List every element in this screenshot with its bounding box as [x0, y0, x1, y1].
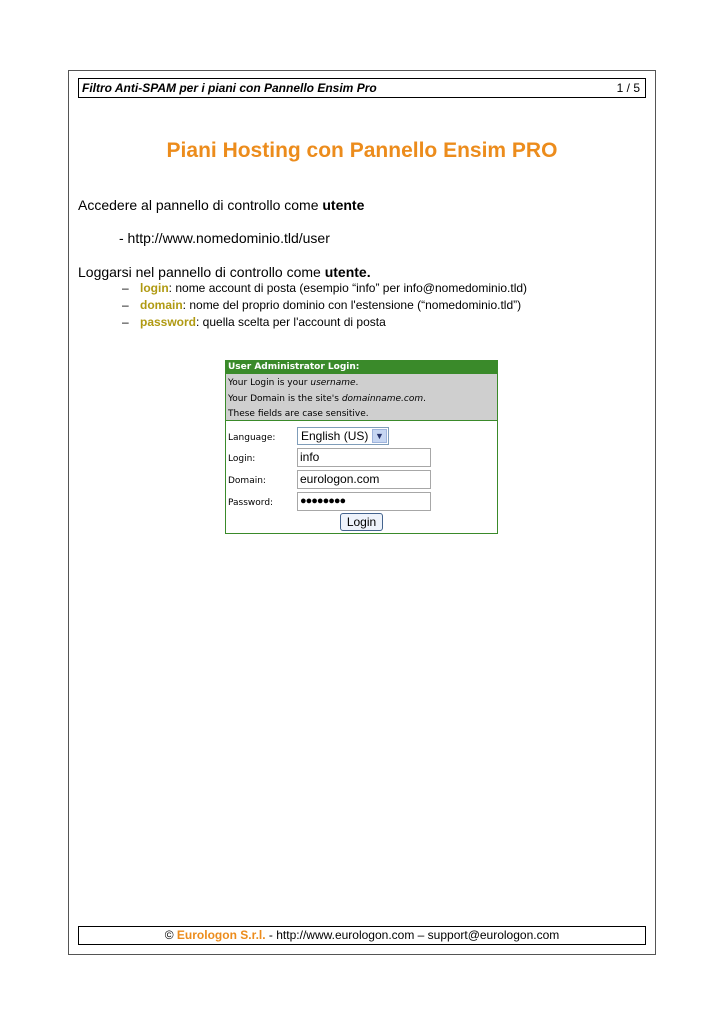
footer-contacts: - http://www.eurologon.com – support@eurologon.com: [265, 928, 560, 942]
info-line-login: [228, 376, 495, 392]
language-label: Language:: [228, 433, 276, 443]
bullet-dash: –: [122, 281, 129, 295]
intro-text: Accedere al pannello di controllo come: [78, 197, 323, 213]
footer-company: Eurologon S.r.l.: [176, 928, 266, 942]
info-text: .: [355, 378, 359, 388]
info-line-case: These fields are case sensitive.: [228, 409, 369, 419]
page-number: 1 / 5: [616, 81, 640, 95]
header-title: Filtro Anti-SPAM per i piani con Pannello Ensim Pro: [82, 81, 377, 95]
login-input[interactable]: info: [297, 448, 431, 467]
login-intro-paragraph: [78, 264, 371, 280]
info-italic: domainname.com: [341, 393, 424, 404]
login-panel-header: User Administrator Login:: [226, 361, 497, 374]
login-button[interactable]: Login: [340, 513, 383, 531]
list-item: [122, 298, 521, 312]
info-line-domain: [228, 392, 495, 408]
intro-paragraph: [78, 197, 364, 213]
intro-bold: utente: [322, 197, 365, 213]
login-panel-info: [226, 374, 497, 421]
url-line: - http://www.nomedominio.tld/user: [119, 230, 330, 246]
login-intro-bold: utente.: [324, 264, 371, 280]
login-intro-text: Loggarsi nel pannello di controllo come: [78, 264, 325, 280]
bullet-keyword: login: [140, 281, 169, 295]
list-item: [122, 281, 527, 295]
language-value: English (US): [301, 429, 369, 443]
info-italic: username: [310, 378, 356, 388]
page-header: [78, 78, 646, 98]
bullet-description: : nome account di posta (esempio “info” per info@nomedominio.tld): [168, 281, 528, 295]
login-label: Login:: [228, 454, 256, 464]
list-item: [122, 315, 386, 329]
bullet-keyword: password: [140, 315, 197, 329]
copyright-symbol: ©: [164, 928, 177, 942]
page-title: Piani Hosting con Pannello Ensim PRO: [166, 139, 558, 162]
info-text: Your Login is your: [228, 378, 311, 388]
chevron-down-icon[interactable]: ▼: [372, 429, 387, 443]
domain-input[interactable]: eurologon.com: [297, 470, 431, 489]
password-input[interactable]: ●●●●●●●●: [297, 492, 431, 511]
info-text: Your Domain is the site's: [228, 393, 342, 404]
language-select[interactable]: [297, 427, 389, 445]
bullet-dash: –: [122, 315, 129, 329]
bullet-description: : quella scelta per l'account di posta: [196, 315, 386, 329]
bullet-description: : nome del proprio dominio con l'estensione (“nomedominio.tld”): [182, 298, 522, 312]
domain-label: Domain:: [228, 476, 266, 486]
password-label: Password:: [228, 498, 274, 508]
info-text: .: [423, 393, 427, 404]
bullet-dash: –: [122, 298, 129, 312]
page-footer: [78, 926, 646, 945]
bullet-keyword: domain: [140, 298, 183, 312]
login-panel-screenshot: [225, 360, 498, 534]
